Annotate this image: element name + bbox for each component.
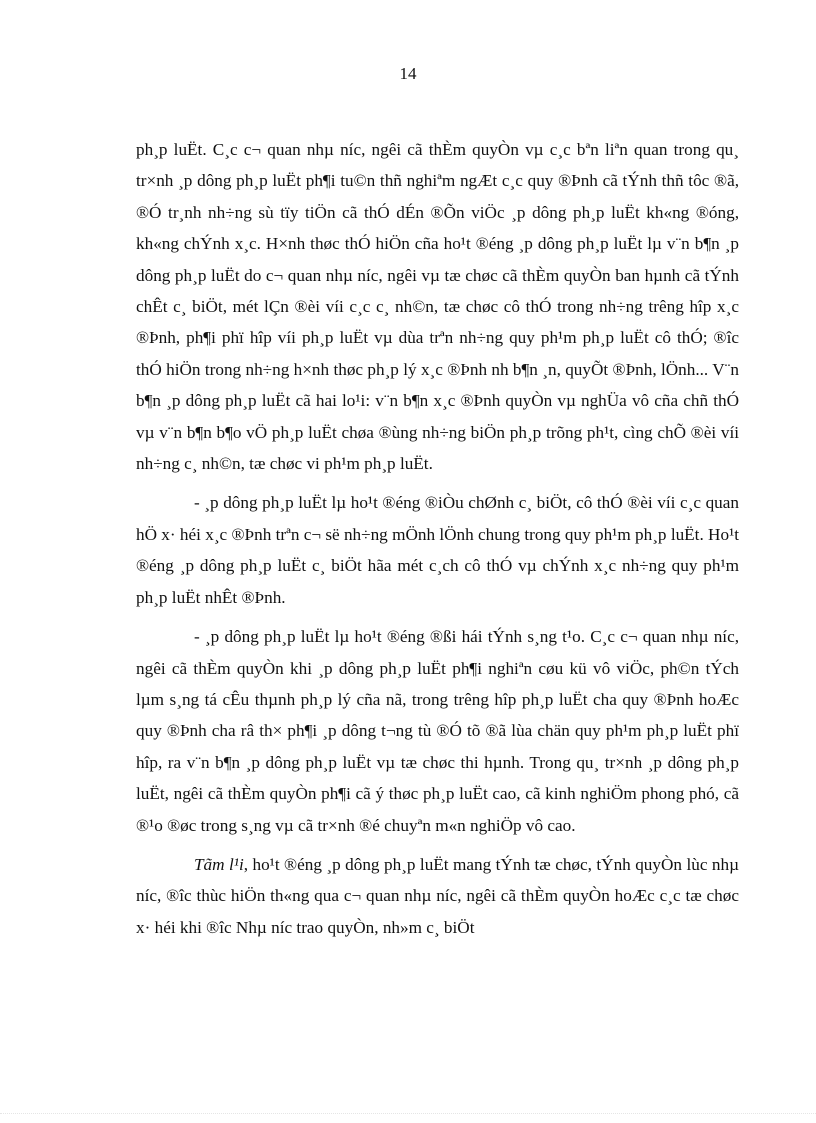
paragraph-2: - ¸p dông ph¸p luËt lµ ho¹t ®éng ®iÒu chØnh c¸ biÖt, cô thÓ ®èi víi c¸c quan hÖ x· héi x¸c ®Þnh trªn c¬ së nh÷ng mÖnh lÖnh chung trong quy ph¹m ph¸p luËt. Ho¹t ®éng ¸p dông ph¸p luËt c¸ biÖt hãa mét c¸ch cô thÓ vµ chÝnh x¸c nh÷ng quy ph¹m ph¸p luËt nhÊt ®Þnh.: [136, 493, 739, 607]
paragraph-4-text: , ho¹t ®éng ¸p dông ph¸p luËt mang tÝnh tæ chøc, tÝnh quyÒn lùc nhµ níc, ®îc thùc hiÖn th«ng qua c¬ quan nhµ níc, ngêi cã thÈm quyÒn hoÆc c¸c tæ chøc x· héi khi ®îc Nhµ níc trao quyÒn, nh»m c¸ biÖt: [136, 854, 739, 937]
paragraph-3: - ¸p dông ph¸p luËt lµ ho¹t ®éng ®ßi hái tÝnh s¸ng t¹o. C¸c c¬ quan nhµ níc, ngêi cã thÈm quyÒn khi ¸p dông ph¸p luËt ph¶i nghiªn cøu kü vô viÖc, ph©n tÝch lµm s¸ng tá cÊu thµnh ph¸p lý cña nã, trong trêng hîp ph¸p luËt cha quy ®Þnh hoÆc quy ®Þnh cha râ th× ph¶i ¸p dông t¬ng tù ®Ó tõ ®ã lùa chän quy ph¹m ph¸p luËt phï hîp, ra v¨n b¶n ¸p dông ph¸p luËt vµ tæ chøc thi hµnh. Trong qu¸ tr×nh ¸p dông ph¸p luËt, ngêi cã thÈm quyÒn ph¶i cã ý thøc ph¸p luËt cao, cã kinh nghiÖm phong phó, cã ®¹o ®øc trong s¸ng vµ cã tr×nh ®é chuyªn m«n nghiÖp vô cao.: [136, 627, 739, 835]
paragraph-4: [136, 849, 739, 943]
paragraph-1: ph¸p luËt. C¸c c¬ quan nhµ níc, ngêi cã thÈm quyÒn vµ c¸c bªn liªn quan trong qu¸ tr×nh ¸p dông ph¸p luËt ph¶i tu©n thñ nghiªm ngÆt c¸c quy ®Þnh cã tÝnh thñ tôc ®ã, ®Ó tr¸nh nh÷ng sù tïy tiÖn cã thÓ dÉn ®Õn viÖc ¸p dông ph¸p luËt kh«ng ®óng, kh«ng chÝnh x¸c. H×nh thøc thÓ hiÖn cña ho¹t ®éng ¸p dông ph¸p luËt lµ v¨n b¶n ¸p dông ph¸p luËt do c¬ quan nhµ níc, ngêi vµ tæ chøc cã thÈm quyÒn ban hµnh cã tÝnh chÊt c¸ biÖt, mét lÇn ®èi víi c¸c c¸ nh©n, tæ chøc cô thÓ trong nh÷ng trêng hîp x¸c ®Þnh, ph¶i phï hîp víi ph¸p luËt vµ dùa trªn nh÷ng quy ph¹m ph¸p luËt cô thÓ; ®îc thÓ hiÖn trong nh÷ng h×nh thøc ph¸p lý x¸c ®Þnh nh b¶n ¸n, quyÕt ®Þnh, lÖnh... V¨n b¶n ¸p dông ph¸p luËt cã hai lo¹i: v¨n b¶n x¸c ®Þnh quyÒn vµ nghÜa vô cña chñ thÓ vµ v¨n b¶n b¶o vÖ ph¸p luËt chøa ®ùng nh÷ng biÖn ph¸p trõng ph¹t, cìng chÕ ®èi víi nh÷ng c¸ nh©n, tæ chøc vi ph¹m ph¸p luËt.: [136, 140, 739, 474]
document-body: [136, 134, 739, 951]
page-number: 14: [399, 64, 417, 83]
page-bottom-rule: [0, 1113, 816, 1114]
paragraph-4-italic-lead: Tãm l¹i: [194, 854, 244, 874]
